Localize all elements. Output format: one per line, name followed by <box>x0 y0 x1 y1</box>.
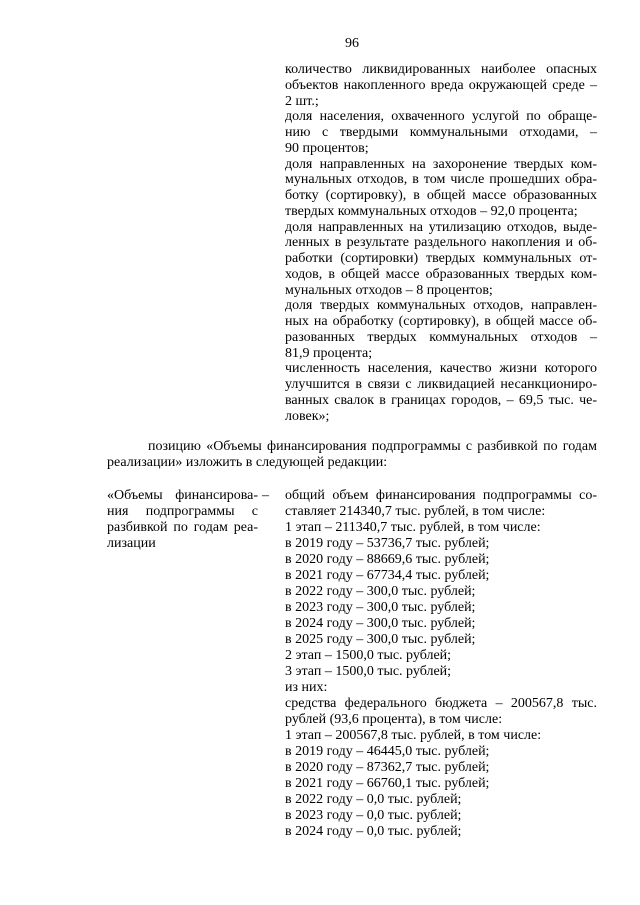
indicator-paragraph <box>285 361 597 424</box>
financing-paragraph <box>285 744 597 760</box>
amendment-instruction <box>107 439 597 471</box>
financing-paragraph <box>285 808 597 824</box>
instruction-paragraph <box>107 439 597 471</box>
financing-paragraph <box>285 488 597 520</box>
financing-line: 1 этап – 211340,7 тыс. рублей, в том числе: <box>285 520 541 535</box>
indicator-line: 90 процентов; <box>285 140 369 156</box>
indicator-line: 2 шт.; <box>285 93 319 109</box>
financing-line: в 2023 году – 300,0 тыс. рублей; <box>285 600 476 615</box>
indicator-line: ходов, в общей массе образованных твердых ком- <box>285 266 597 282</box>
financing-paragraph <box>285 600 597 616</box>
indicator-line: доля направленных на утилизацию отходов, выде- <box>285 219 597 235</box>
instruction-line: позицию «Объемы финансирования подпрограммы с разбивкой по годам <box>148 439 597 454</box>
indicator-line: мунальных отходов, в том числе прошедших обра- <box>285 172 597 188</box>
financing-paragraph <box>285 664 597 680</box>
indicator-line: твердых коммунальных отходов – 92,0 процента; <box>285 203 578 219</box>
indicator-line: ленных в результате раздельного накопления и об- <box>285 235 597 251</box>
indicator-line: работки (сортировки) твердых коммунальных от- <box>285 251 597 266</box>
financing-line: 3 этап – 1500,0 тыс. рублей; <box>285 664 452 679</box>
financing-label-line: лизации <box>107 536 156 551</box>
indicator-line: доля твердых коммунальных отходов, направлен- <box>285 298 597 314</box>
indicator-paragraph <box>285 220 597 299</box>
indicator-line: разованных твердых коммунальных отходов – <box>285 329 597 345</box>
target-indicators-list <box>285 62 597 424</box>
financing-paragraph <box>285 680 597 696</box>
financing-line: в 2022 году – 0,0 тыс. рублей; <box>285 792 462 807</box>
financing-line: в 2019 году – 53736,7 тыс. рублей; <box>285 536 490 551</box>
financing-line: в 2024 году – 300,0 тыс. рублей; <box>285 616 476 631</box>
indicator-paragraph <box>285 298 597 361</box>
indicator-line: улучшится в связи с ликвидацией несанкциониро- <box>285 377 597 392</box>
indicator-line: ных на обработку (сортировку), в общей массе об- <box>285 314 597 329</box>
financing-position-label <box>107 488 258 552</box>
financing-paragraph <box>285 648 597 664</box>
financing-line: ставляет 214340,7 тыс. рублей, в том числе: <box>285 504 546 519</box>
financing-dash: – <box>262 488 269 503</box>
indicator-line: ванных свалок в границах городов, – 69,5 тыс. че- <box>285 392 597 408</box>
financing-line: в 2025 году – 300,0 тыс. рублей; <box>285 632 476 647</box>
financing-line: 1 этап – 200567,8 тыс. рублей, в том числе: <box>285 728 542 743</box>
financing-line: из них: <box>285 680 328 695</box>
financing-line: 2 этап – 1500,0 тыс. рублей; <box>285 648 452 663</box>
financing-line: в 2019 году – 46445,0 тыс. рублей; <box>285 744 490 759</box>
indicator-line: объектов накопленного вреда окружающей среде – <box>285 77 597 93</box>
financing-paragraph <box>285 552 597 568</box>
financing-line: общий объем финансирования подпрограммы со- <box>285 488 597 503</box>
financing-line: в 2020 году – 88669,6 тыс. рублей; <box>285 552 490 567</box>
financing-paragraph <box>285 696 597 728</box>
indicator-line: количество ликвидированных наиболее опасных <box>285 62 597 77</box>
financing-label-line: разбивкой по годам реа- <box>107 520 258 535</box>
financing-paragraph <box>285 792 597 808</box>
financing-label-line: «Объемы финансирова- <box>107 488 258 503</box>
indicator-line: доля направленных на захоронение твердых ком- <box>285 156 597 172</box>
financing-line: в 2022 году – 300,0 тыс. рублей; <box>285 584 476 599</box>
financing-paragraph <box>285 536 597 552</box>
financing-paragraph <box>285 584 597 600</box>
financing-line: в 2020 году – 87362,7 тыс. рублей; <box>285 760 490 775</box>
financing-paragraph <box>285 568 597 584</box>
financing-line: в 2021 году – 66760,1 тыс. рублей; <box>285 776 490 791</box>
financing-label-paragraph <box>107 488 258 552</box>
instruction-line: реализации» изложить в следующей редакции: <box>107 455 388 470</box>
indicator-line: мунальных отходов – 8 процентов; <box>285 282 493 298</box>
indicator-line: доля населения, охваченного услугой по обраще- <box>285 109 597 125</box>
indicator-paragraph <box>285 62 597 109</box>
financing-paragraph <box>285 760 597 776</box>
financing-paragraph <box>285 824 597 840</box>
financing-paragraph <box>285 728 597 744</box>
indicator-paragraph <box>285 109 597 156</box>
financing-details <box>285 488 597 840</box>
page-number: 96 <box>345 36 359 51</box>
indicator-line: численность населения, качество жизни которого <box>285 361 597 377</box>
indicator-line: ловек»; <box>285 408 330 424</box>
financing-line: в 2021 году – 67734,4 тыс. рублей; <box>285 568 490 583</box>
financing-line: в 2024 году – 0,0 тыс. рублей; <box>285 824 462 839</box>
financing-paragraph <box>285 632 597 648</box>
indicator-paragraph <box>285 157 597 220</box>
financing-line: рублей (93,6 процента), в том числе: <box>285 712 503 727</box>
financing-paragraph <box>285 776 597 792</box>
financing-line: в 2023 году – 0,0 тыс. рублей; <box>285 808 462 823</box>
financing-label-line: ния подпрограммы с <box>107 504 258 519</box>
indicator-line: 81,9 процента; <box>285 345 373 361</box>
financing-paragraph <box>285 520 597 536</box>
indicator-line: ботку (сортировку), в общей массе образованных <box>285 188 597 203</box>
indicator-line: нию с твердыми коммунальными отходами, – <box>285 125 597 140</box>
financing-paragraph <box>285 616 597 632</box>
financing-line: средства федерального бюджета – 200567,8 тыс. <box>285 696 597 711</box>
